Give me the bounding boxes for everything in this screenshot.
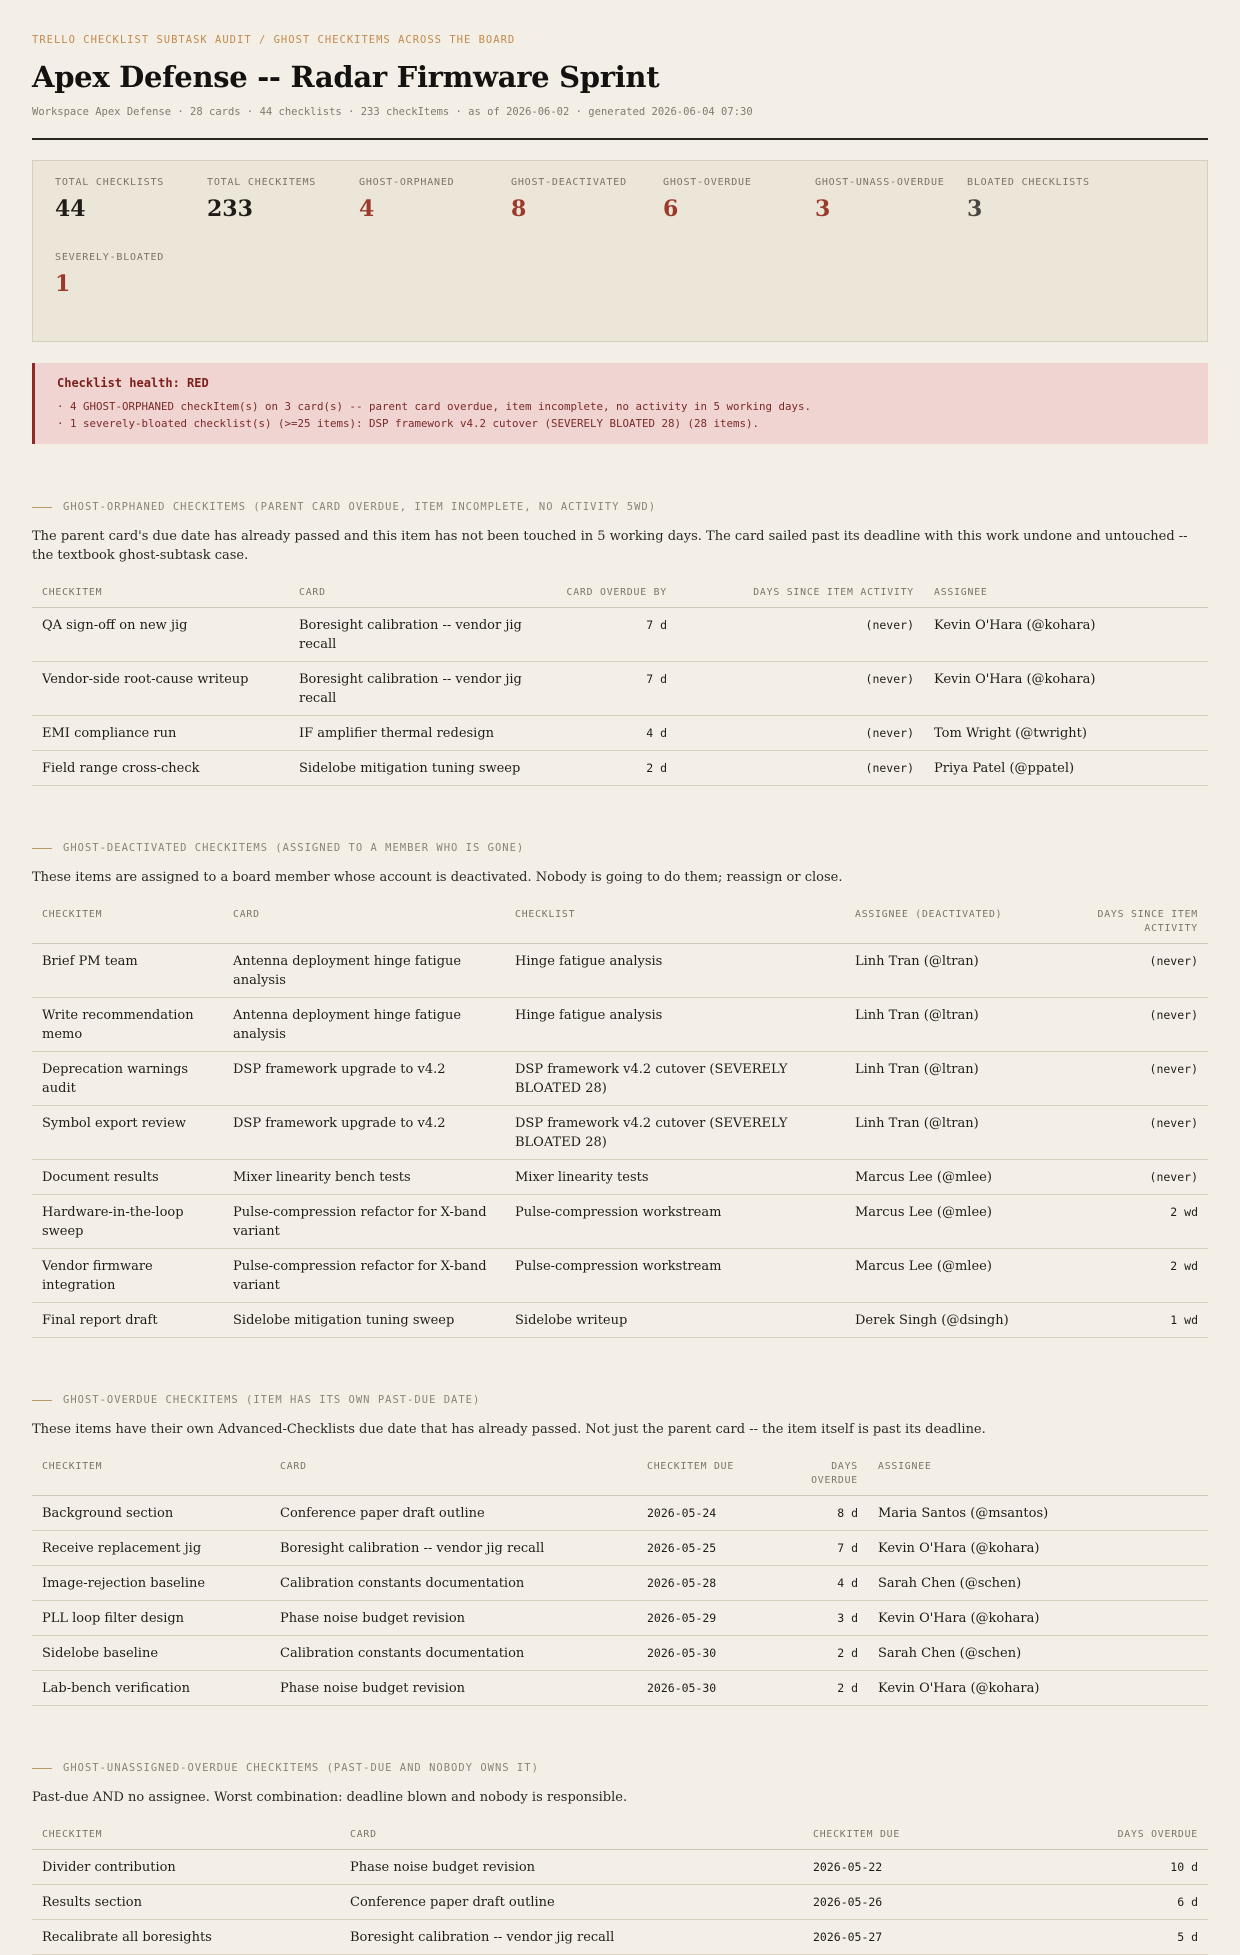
table-cell: Conference paper draft outline <box>270 1496 637 1531</box>
table-cell: (never) <box>1045 1106 1208 1160</box>
table-cell: 8 d <box>787 1496 868 1531</box>
table-cell: Vendor firmware integration <box>32 1249 223 1303</box>
section-description: These items have their own Advanced-Checklists due date that has already passed. Not just the parent card -- the item itself is past its deadline. <box>32 1422 986 1437</box>
table-row <box>32 1496 1208 1531</box>
table-cell: 2026-05-24 <box>637 1496 787 1531</box>
table-cell: Kevin O'Hara (@kohara) <box>868 1601 1208 1636</box>
table-cell: Phase noise budget revision <box>270 1601 637 1636</box>
table-row <box>32 1531 1208 1566</box>
table-cell: Mixer linearity tests <box>505 1160 845 1195</box>
table-cell: Linh Tran (@ltran) <box>845 1052 1045 1106</box>
table-cell: 1 wd <box>1045 1303 1208 1338</box>
table-row <box>32 1249 1208 1303</box>
table-header-row <box>32 1460 1208 1496</box>
section-ghost-unassigned-overdue <box>32 1762 1208 1955</box>
table-cell: 2026-05-30 <box>637 1671 787 1706</box>
column-header: CARD <box>223 908 505 944</box>
table-cell: Boresight calibration -- vendor jig recall <box>289 662 549 716</box>
table-cell: Linh Tran (@ltran) <box>845 1106 1045 1160</box>
stat-bloated-checklists <box>967 177 1127 252</box>
table-cell: Kevin O'Hara (@kohara) <box>868 1531 1208 1566</box>
unassigned-table-body <box>32 1850 1208 1955</box>
column-header: CHECKITEM <box>32 908 223 944</box>
column-header: CARD <box>270 1460 637 1496</box>
section-heading-text: GHOST-ORPHANED CHECKITEMS (PARENT CARD OVERDUE, ITEM INCOMPLETE, NO ACTIVITY 5WD) <box>63 501 657 513</box>
stat-severely-bloated <box>55 252 207 327</box>
table-cell: 2 d <box>787 1671 868 1706</box>
section-heading-text: GHOST-OVERDUE CHECKITEMS (ITEM HAS ITS OWN PAST-DUE DATE) <box>63 1394 481 1406</box>
table-cell: Write recommendation memo <box>32 998 223 1052</box>
header-divider <box>32 138 1208 140</box>
table-cell: PLL loop filter design <box>32 1601 270 1636</box>
table-header-row <box>32 1828 1208 1850</box>
table-row <box>32 608 1208 662</box>
table-cell: DSP framework upgrade to v4.2 <box>223 1106 505 1160</box>
table-cell: 2026-05-30 <box>637 1636 787 1671</box>
stat-value: 8 <box>511 196 527 222</box>
overdue-table <box>32 1460 1208 1706</box>
table-cell: Pulse-compression workstream <box>505 1249 845 1303</box>
table-cell: EMI compliance run <box>32 716 289 751</box>
table-cell: (never) <box>677 716 924 751</box>
table-cell: Sidelobe writeup <box>505 1303 845 1338</box>
table-cell: Marcus Lee (@mlee) <box>845 1160 1045 1195</box>
table-cell: Recalibrate all boresights <box>32 1920 340 1955</box>
table-cell: 7 d <box>549 662 677 716</box>
column-header: CHECKLIST <box>505 908 845 944</box>
table-cell: Vendor-side root-cause writeup <box>32 662 289 716</box>
table-row <box>32 1106 1208 1160</box>
table-cell: Linh Tran (@ltran) <box>845 998 1045 1052</box>
table-cell: Kevin O'Hara (@kohara) <box>868 1671 1208 1706</box>
table-cell: Field range cross-check <box>32 751 289 786</box>
stats-panel <box>32 160 1208 342</box>
table-cell: Phase noise budget revision <box>340 1850 803 1885</box>
table-row <box>32 1671 1208 1706</box>
section-heading <box>32 842 1208 854</box>
table-cell: 2026-05-28 <box>637 1566 787 1601</box>
stat-ghost-overdue <box>663 177 815 252</box>
table-cell: Hinge fatigue analysis <box>505 944 845 998</box>
orphaned-table-body <box>32 608 1208 786</box>
table-cell: (never) <box>1045 1160 1208 1195</box>
table-cell: 2 d <box>787 1636 868 1671</box>
section-description: The parent card's due date has already passed and this item has not been touched in 5 working days. The card sailed past its deadline with this work undone and untouched -- the textbook ghost-subtask case. <box>32 529 1188 563</box>
stat-value: 44 <box>55 196 86 222</box>
table-cell: Image-rejection baseline <box>32 1566 270 1601</box>
page-title: Apex Defense -- Radar Firmware Sprint <box>32 60 660 94</box>
deactivated-table <box>32 908 1208 1338</box>
section-heading-text: GHOST-UNASSIGNED-OVERDUE CHECKITEMS (PAST-DUE AND NOBODY OWNS IT) <box>63 1762 539 1774</box>
table-cell: 4 d <box>787 1566 868 1601</box>
table-cell: Receive replacement jig <box>32 1531 270 1566</box>
table-cell: Final report draft <box>32 1303 223 1338</box>
stat-label: GHOST-OVERDUE <box>663 177 752 188</box>
column-header: ASSIGNEE (DEACTIVATED) <box>845 908 1045 944</box>
table-cell: Pulse-compression refactor for X-band variant <box>223 1249 505 1303</box>
table-cell: 3 d <box>787 1601 868 1636</box>
table-row <box>32 1195 1208 1249</box>
table-cell: 2026-05-26 <box>803 1885 973 1920</box>
table-cell: Mixer linearity bench tests <box>223 1160 505 1195</box>
heading-dash <box>32 1768 52 1769</box>
stat-label: GHOST-UNASS-OVERDUE <box>815 177 945 188</box>
table-cell: Lab-bench verification <box>32 1671 270 1706</box>
table-cell: Priya Patel (@ppatel) <box>924 751 1208 786</box>
column-header: CARD OVERDUE BY <box>549 586 677 608</box>
table-cell: Sarah Chen (@schen) <box>868 1566 1208 1601</box>
section-ghost-overdue <box>32 1394 1208 1706</box>
table-cell: Calibration constants documentation <box>270 1636 637 1671</box>
table-cell: Background section <box>32 1496 270 1531</box>
table-cell: DSP framework v4.2 cutover (SEVERELY BLOATED 28) <box>505 1052 845 1106</box>
table-cell: Derek Singh (@dsingh) <box>845 1303 1045 1338</box>
table-cell: Symbol export review <box>32 1106 223 1160</box>
table-cell: Boresight calibration -- vendor jig recall <box>340 1920 803 1955</box>
stat-value: 4 <box>359 196 375 222</box>
table-cell: 2026-05-22 <box>803 1850 973 1885</box>
alert-heading: Checklist health: RED <box>57 376 209 390</box>
table-cell: Antenna deployment hinge fatigue analysis <box>223 944 505 998</box>
stat-ghost-unass-overdue <box>815 177 967 252</box>
table-cell: Sidelobe mitigation tuning sweep <box>223 1303 505 1338</box>
column-header: DAYS OVERDUE <box>787 1460 868 1496</box>
table-header-row <box>32 586 1208 608</box>
stat-value: 233 <box>207 196 253 222</box>
table-cell: 2 wd <box>1045 1249 1208 1303</box>
column-header: CHECKITEM <box>32 1828 340 1850</box>
table-cell: 2 d <box>549 751 677 786</box>
stat-value: 1 <box>55 271 71 297</box>
table-cell: Results section <box>32 1885 340 1920</box>
column-header: CHECKITEM <box>32 1460 270 1496</box>
alert-line: · 1 severely-bloated checklist(s) (>=25 items): DSP framework v4.2 cutover (SEVERELY BLOATED 28) (28 items). <box>57 417 760 430</box>
table-cell: Deprecation warnings audit <box>32 1052 223 1106</box>
report-eyebrow: TRELLO CHECKLIST SUBTASK AUDIT / GHOST CHECKITEMS ACROSS THE BOARD <box>32 34 516 46</box>
table-cell: (never) <box>1045 1052 1208 1106</box>
table-cell: Divider contribution <box>32 1850 340 1885</box>
column-header: CHECKITEM DUE <box>803 1828 973 1850</box>
stat-label: TOTAL CHECKITEMS <box>207 177 317 188</box>
table-cell: (never) <box>1045 998 1208 1052</box>
table-cell: Antenna deployment hinge fatigue analysis <box>223 998 505 1052</box>
stat-label: SEVERELY-BLOATED <box>55 252 165 263</box>
table-row <box>32 944 1208 998</box>
table-cell: IF amplifier thermal redesign <box>289 716 549 751</box>
heading-dash <box>32 848 52 849</box>
stat-total-checklists <box>55 177 207 252</box>
stat-value: 3 <box>815 196 831 222</box>
column-header: CARD <box>289 586 549 608</box>
table-cell: (never) <box>677 608 924 662</box>
table-cell: Calibration constants documentation <box>270 1566 637 1601</box>
column-header: DAYS OVERDUE <box>973 1828 1208 1850</box>
section-ghost-deactivated <box>32 842 1208 1338</box>
stat-label: GHOST-DEACTIVATED <box>511 177 627 188</box>
column-header: ASSIGNEE <box>924 586 1208 608</box>
column-header: CHECKITEM DUE <box>637 1460 787 1496</box>
table-cell: Hinge fatigue analysis <box>505 998 845 1052</box>
table-cell: Kevin O'Hara (@kohara) <box>924 608 1208 662</box>
stat-label: TOTAL CHECKLISTS <box>55 177 165 188</box>
table-cell: Maria Santos (@msantos) <box>868 1496 1208 1531</box>
table-row <box>32 1160 1208 1195</box>
table-cell: Pulse-compression workstream <box>505 1195 845 1249</box>
section-description: Past-due AND no assignee. Worst combination: deadline blown and nobody is responsible. <box>32 1790 628 1805</box>
column-header: CHECKITEM <box>32 586 289 608</box>
section-heading <box>32 1394 1208 1406</box>
table-row <box>32 1920 1208 1955</box>
table-row <box>32 1850 1208 1885</box>
stat-value: 6 <box>663 196 679 222</box>
stat-label: BLOATED CHECKLISTS <box>967 177 1090 188</box>
table-cell: Conference paper draft outline <box>340 1885 803 1920</box>
table-row <box>32 1052 1208 1106</box>
table-cell: 4 d <box>549 716 677 751</box>
table-cell: 2026-05-29 <box>637 1601 787 1636</box>
heading-dash <box>32 507 52 508</box>
stat-value: 3 <box>967 196 983 222</box>
heading-dash <box>32 1400 52 1401</box>
section-ghost-orphaned <box>32 501 1208 786</box>
table-cell: Document results <box>32 1160 223 1195</box>
table-cell: DSP framework upgrade to v4.2 <box>223 1052 505 1106</box>
stat-label: GHOST-ORPHANED <box>359 177 455 188</box>
table-cell: Boresight calibration -- vendor jig recall <box>289 608 549 662</box>
table-cell: Boresight calibration -- vendor jig recall <box>270 1531 637 1566</box>
health-alert <box>32 363 1208 444</box>
table-row <box>32 751 1208 786</box>
table-cell: QA sign-off on new jig <box>32 608 289 662</box>
table-row <box>32 998 1208 1052</box>
stat-total-checkitems <box>207 177 359 252</box>
stat-ghost-orphaned <box>359 177 511 252</box>
table-cell: Brief PM team <box>32 944 223 998</box>
column-header: ASSIGNEE <box>868 1460 1208 1496</box>
column-header: DAYS SINCE ITEM ACTIVITY <box>1045 908 1208 944</box>
column-header: CARD <box>340 1828 803 1850</box>
section-heading <box>32 1762 1208 1774</box>
stat-ghost-deactivated <box>511 177 663 252</box>
table-cell: Linh Tran (@ltran) <box>845 944 1045 998</box>
table-cell: Marcus Lee (@mlee) <box>845 1195 1045 1249</box>
table-cell: 10 d <box>973 1850 1208 1885</box>
table-cell: Marcus Lee (@mlee) <box>845 1249 1045 1303</box>
table-cell: 7 d <box>549 608 677 662</box>
table-row <box>32 716 1208 751</box>
section-description: These items are assigned to a board member whose account is deactivated. Nobody is going to do them; reassign or close. <box>32 870 843 885</box>
table-cell: Pulse-compression refactor for X-band variant <box>223 1195 505 1249</box>
column-header: DAYS SINCE ITEM ACTIVITY <box>677 586 924 608</box>
unassigned-table <box>32 1828 1208 1955</box>
table-cell: Sidelobe mitigation tuning sweep <box>289 751 549 786</box>
alert-line: · 4 GHOST-ORPHANED checkItem(s) on 3 card(s) -- parent card overdue, item incomplete, no activity in 5 working days. <box>57 400 812 413</box>
table-row <box>32 1885 1208 1920</box>
table-cell: 6 d <box>973 1885 1208 1920</box>
table-cell: 2026-05-27 <box>803 1920 973 1955</box>
deactivated-table-body <box>32 944 1208 1338</box>
table-cell: 2 wd <box>1045 1195 1208 1249</box>
table-cell: (never) <box>677 662 924 716</box>
orphaned-table <box>32 586 1208 786</box>
table-header-row <box>32 908 1208 944</box>
table-row <box>32 1303 1208 1338</box>
table-cell: Phase noise budget revision <box>270 1671 637 1706</box>
table-row <box>32 1601 1208 1636</box>
table-cell: Kevin O'Hara (@kohara) <box>924 662 1208 716</box>
table-cell: Hardware-in-the-loop sweep <box>32 1195 223 1249</box>
table-cell: 5 d <box>973 1920 1208 1955</box>
table-cell: Sidelobe baseline <box>32 1636 270 1671</box>
overdue-table-body <box>32 1496 1208 1706</box>
report-subline: Workspace Apex Defense · 28 cards · 44 checklists · 233 checkItems · as of 2026-06-02 · generated 2026-06-04 07:30 <box>32 106 753 118</box>
table-cell: (never) <box>677 751 924 786</box>
table-row <box>32 1566 1208 1601</box>
table-cell: 7 d <box>787 1531 868 1566</box>
table-row <box>32 662 1208 716</box>
table-cell: (never) <box>1045 944 1208 998</box>
section-heading-text: GHOST-DEACTIVATED CHECKITEMS (ASSIGNED TO A MEMBER WHO IS GONE) <box>63 842 525 854</box>
table-cell: Sarah Chen (@schen) <box>868 1636 1208 1671</box>
table-cell: 2026-05-25 <box>637 1531 787 1566</box>
section-heading <box>32 501 1208 513</box>
table-cell: Tom Wright (@twright) <box>924 716 1208 751</box>
table-cell: DSP framework v4.2 cutover (SEVERELY BLOATED 28) <box>505 1106 845 1160</box>
table-row <box>32 1636 1208 1671</box>
